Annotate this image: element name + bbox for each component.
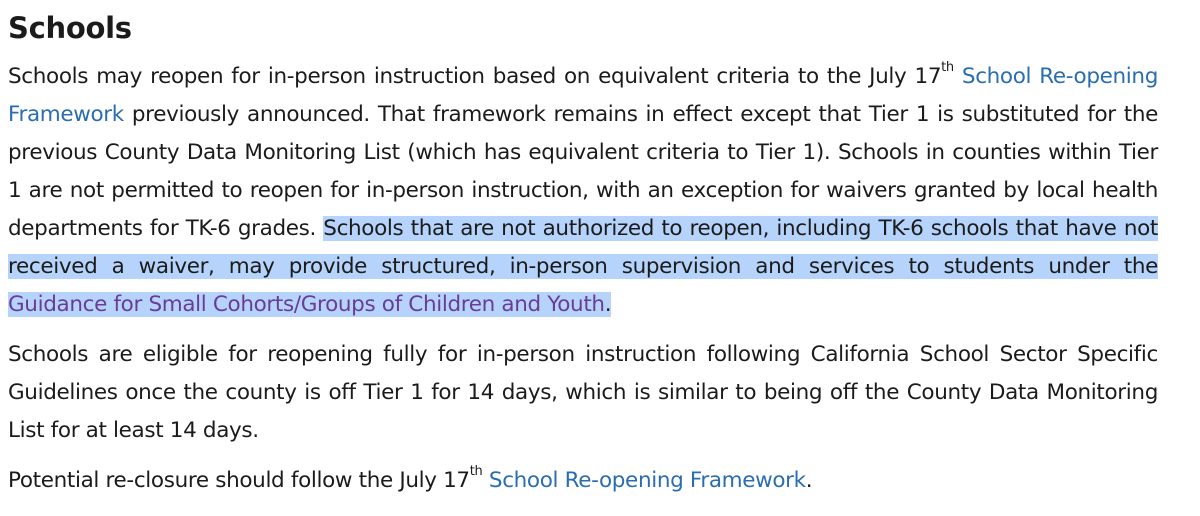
superscript-th: th [469,463,483,479]
small-cohorts-guidance-link[interactable]: Guidance for Small Cohorts/Groups of Children and Youth [8,292,605,317]
superscript-th: th [941,59,954,75]
paragraph-text: Schools may reopen for in-person instruction based on equivalent criteria to the July 17 [8,64,942,89]
paragraph-text: Potential re-closure should follow the July 17 [8,468,470,493]
section-heading: Schools [8,11,132,45]
selected-text-end: . [604,292,612,317]
paragraph-text: previously announced. That framework remains in effect except that Tier 1 is substituted for the previous County Data Monitoring List (which has equivalent criteria to Tier 1). Schools in counties within Tier 1 are not permitted to reopen for in-person instruction, with an exception for waivers granted by local health departments for TK-6 grades. [8,102,1158,241]
paragraph-full-reopening: Schools are eligible for reopening fully for in-person instruction following California School Sector Specific Guidelines once the county is off Tier 1 for 14 days, which is similar to being off the County Data Monitoring List for at least 14 days. [8,342,1158,443]
paragraph-end: . [805,468,813,493]
school-reopening-framework-link[interactable]: School Re-opening Framework [488,468,806,493]
selected-text: Schools that are not authorized to reopen, including TK-6 schools that have not received a waiver, may provide structured, in-person supervision and services to students under the [8,216,1158,279]
paragraph-reopen-criteria [8,58,1158,324]
paragraph-re-closure [8,462,1158,500]
school-reopening-framework-link[interactable]: School Re-opening Framework [8,64,1159,127]
